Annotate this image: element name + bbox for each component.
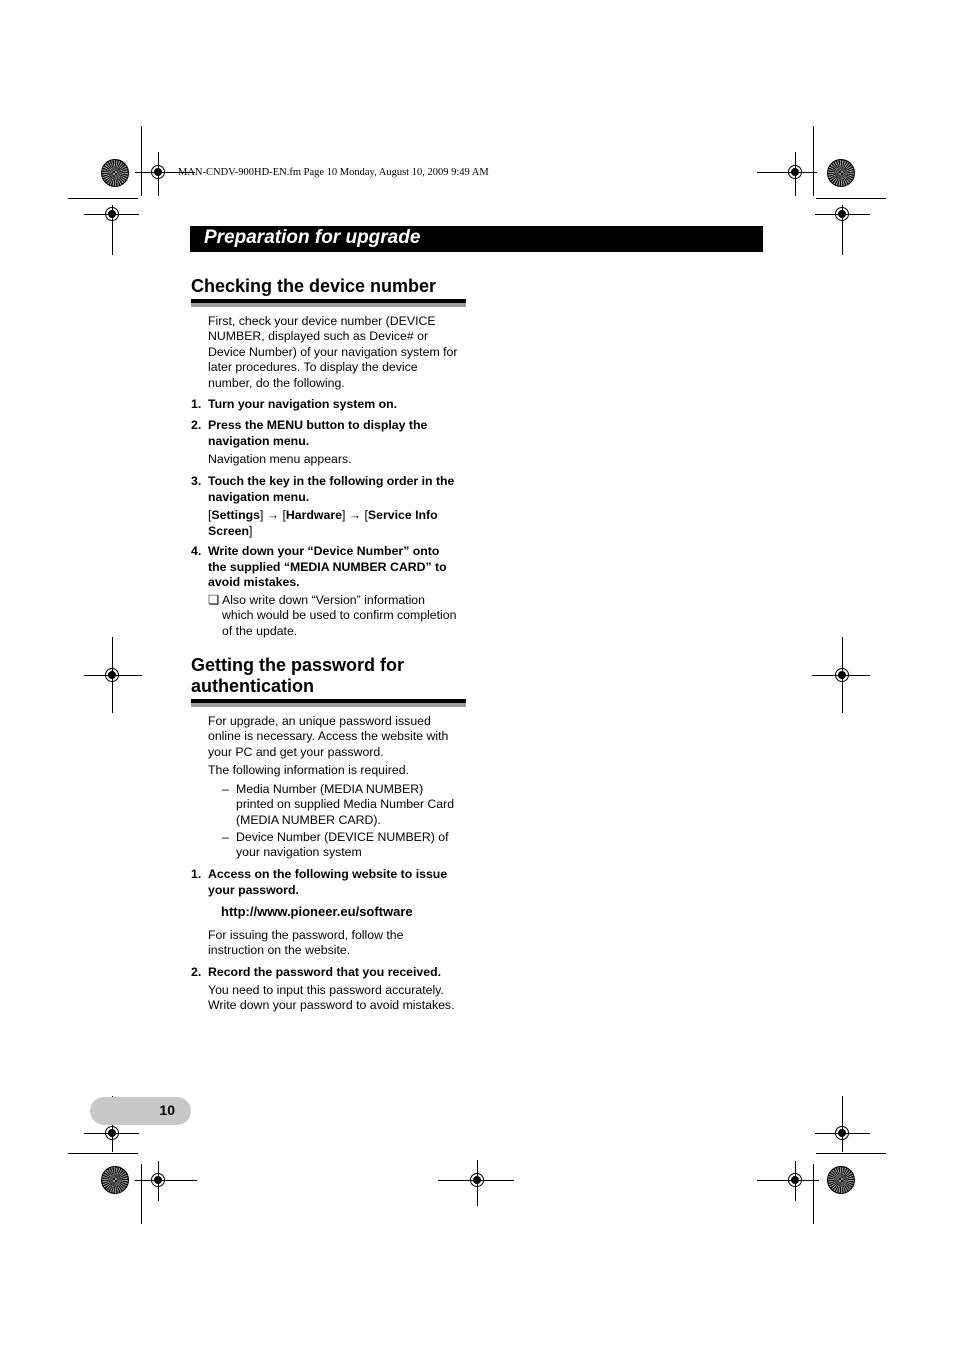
heading-checking-device-number: Checking the device number (191, 276, 437, 296)
page-number-tab (90, 1097, 191, 1125)
required-info-text: The following information is required. (208, 763, 409, 777)
file-header-note: MAN-CNDV-900HD-EN.fm Page 10 Monday, August 10, 2009 9:49 AM (178, 167, 489, 178)
register-target-icon (831, 203, 853, 225)
dash-item-media-number: Media Number (MEDIA NUMBER) printed on supplied Media Number Card (MEDIA NUMBER CARD). (236, 782, 455, 827)
step-3-text: Touch the key in the following order in the navigation menu. (208, 474, 455, 504)
register-target-icon (784, 1169, 806, 1191)
register-target-icon (784, 161, 806, 183)
register-target-icon (831, 1122, 853, 1144)
register-target-icon (101, 664, 123, 686)
step-4-bullet-text: Also write down “Version” information which would be used to confirm completion of the update. (222, 593, 457, 638)
step-2-text: Press the MENU button to display the navigation menu. (208, 418, 428, 448)
step-2-note: Navigation menu appears. (208, 452, 352, 466)
register-target-icon (147, 161, 169, 183)
password-step-2-text: Record the password that you received. (208, 965, 442, 979)
color-bar-icon (101, 1166, 129, 1194)
register-target-icon (101, 1122, 123, 1144)
dash-marker: – (222, 782, 229, 796)
menu-path-service-info: Service Info (367, 508, 438, 522)
color-bar-icon (101, 159, 129, 187)
section-title-bar (190, 226, 763, 252)
section-title: Preparation for upgrade (204, 227, 421, 248)
step-number: 2. (191, 965, 202, 979)
heading-rule-shade (191, 303, 466, 307)
url-note: For issuing the password, follow the instruction on the website. (208, 928, 404, 958)
heading-getting-password: Getting the password for authentication (191, 655, 405, 696)
password-step-2-note: You need to input this password accurately. Write down your password to avoid mistakes. (208, 983, 455, 1013)
step-number: 4. (191, 544, 202, 558)
register-target-icon (101, 203, 123, 225)
heading-rule-shade (191, 703, 466, 707)
color-bar-icon (827, 159, 855, 187)
menu-path-settings: Settings (211, 508, 260, 522)
password-step-1-text: Access on the following website to issue your password. (208, 867, 448, 897)
register-target-icon (831, 664, 853, 686)
section1-intro: First, check your device number (DEVICE NUMBER, displayed such as Device# or Device Number) of your navigation system for later procedures. To display the device number, do the following. (208, 314, 458, 390)
register-target-icon (466, 1169, 488, 1191)
color-bar-icon (827, 1166, 855, 1194)
step-1-text: Turn your navigation system on. (208, 397, 398, 411)
menu-path-hardware: Hardware (285, 508, 342, 522)
step-number: 2. (191, 418, 202, 432)
checkbox-bullet-icon: ❏ (208, 593, 220, 607)
step-number: 1. (191, 397, 202, 411)
menu-path: [Settings] → [Hardware] → [Service Info Screen] (208, 508, 438, 538)
dash-item-device-number: Device Number (DEVICE NUMBER) of your navigation system (236, 830, 449, 860)
register-target-icon (147, 1169, 169, 1191)
step-number: 1. (191, 867, 202, 881)
step-4-text: Write down your “Device Number” onto the supplied “MEDIA NUMBER CARD” to avoid mistakes. (208, 544, 447, 590)
section2-intro: For upgrade, an unique password issued online is necessary. Access the website with your PC and get your password. (208, 714, 449, 759)
step-number: 3. (191, 474, 202, 488)
dash-marker: – (222, 830, 229, 844)
pioneer-software-link[interactable]: http://www.pioneer.eu/software (221, 904, 413, 919)
page-number: 10 (159, 1102, 175, 1118)
